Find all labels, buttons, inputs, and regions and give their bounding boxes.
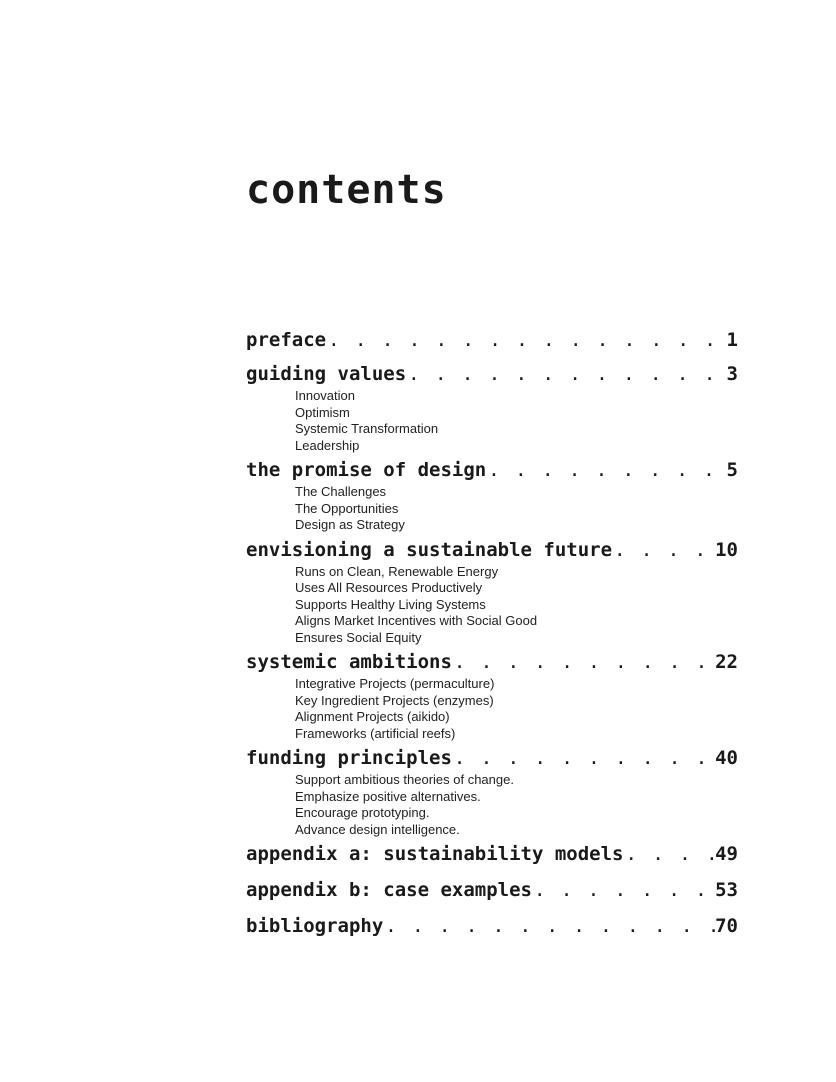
- toc-subentry[interactable]: Systemic Transformation: [295, 421, 439, 436]
- toc-entry-label: appendix b: case examples: [246, 879, 532, 901]
- toc-page-number: 53: [715, 879, 738, 901]
- toc-entry-label: appendix a: sustainability models: [246, 843, 624, 865]
- table-of-contents: [246, 328, 738, 938]
- toc-subentry[interactable]: Encourage prototyping.: [295, 805, 430, 820]
- toc-page-number: 49: [715, 843, 738, 865]
- toc-subentry[interactable]: Runs on Clean, Renewable Energy: [295, 563, 499, 579]
- toc-subentry[interactable]: Aligns Market Incentives with Social Good: [295, 613, 538, 628]
- toc-subentry[interactable]: Advance design intelligence.: [295, 821, 460, 837]
- toc-entry-label: funding principles: [246, 747, 452, 769]
- toc-entry-appendix-a[interactable]: [246, 842, 738, 866]
- toc-subentries: [246, 564, 738, 647]
- toc-entry-systemic-ambitions[interactable]: [246, 650, 738, 674]
- toc-subentries: [246, 388, 738, 454]
- toc-page-number: 70: [715, 915, 738, 937]
- dot-leader: [452, 650, 715, 674]
- toc-subentry[interactable]: Alignment Projects (aikido): [295, 709, 450, 724]
- dot-leader: [612, 538, 715, 562]
- toc-entry-label: guiding values: [246, 363, 407, 385]
- toc-entry-appendix-b[interactable]: [246, 878, 738, 902]
- toc-subentry[interactable]: Design as Strategy: [295, 517, 405, 532]
- toc-subentry[interactable]: Ensures Social Equity: [295, 629, 422, 645]
- toc-entry-label: envisioning a sustainable future: [246, 538, 613, 561]
- toc-subentry[interactable]: Support ambitious theories of change.: [295, 772, 514, 787]
- toc-entry-guiding-values[interactable]: [246, 362, 738, 386]
- toc-subentry[interactable]: The Challenges: [295, 484, 387, 499]
- toc-entry-bibliography[interactable]: [246, 914, 738, 938]
- toc-subentry[interactable]: Integrative Projects (permaculture): [295, 676, 495, 691]
- toc-subentry[interactable]: Leadership: [295, 437, 360, 453]
- toc-subentry[interactable]: Emphasize positive alternatives.: [295, 788, 481, 804]
- toc-entry-funding-principles[interactable]: [246, 746, 738, 770]
- toc-subentry[interactable]: Key Ingredient Projects (enzymes): [295, 692, 494, 708]
- dot-leader: [406, 362, 726, 386]
- toc-entry-label: preface: [246, 329, 327, 351]
- toc-page-number: 5: [726, 459, 738, 481]
- dot-leader: [624, 842, 716, 866]
- toc-page-number: 1: [726, 329, 738, 351]
- toc-entry-label: bibliography: [246, 915, 384, 937]
- toc-subentry[interactable]: Supports Healthy Living Systems: [295, 596, 486, 612]
- toc-entry-preface[interactable]: [246, 328, 738, 352]
- dot-leader: [486, 458, 726, 482]
- toc-subentries: [246, 676, 738, 742]
- toc-page-number: 40: [715, 747, 738, 769]
- dot-leader: [452, 746, 715, 770]
- toc-page-number: 10: [715, 538, 738, 561]
- toc-entry-promise-of-design[interactable]: [246, 458, 738, 482]
- toc-page-number: 3: [726, 363, 738, 385]
- page-title: contents: [246, 167, 447, 213]
- toc-entry-envisioning[interactable]: [246, 538, 738, 562]
- dot-leader: [532, 878, 715, 902]
- toc-subentry[interactable]: Uses All Resources Productively: [295, 580, 483, 595]
- dot-leader: [326, 328, 726, 352]
- toc-entry-label: the promise of design: [246, 459, 487, 481]
- dot-leader: [383, 914, 715, 938]
- toc-subentry[interactable]: Optimism: [295, 404, 350, 420]
- toc-subentries: [246, 772, 738, 838]
- toc-subentry[interactable]: The Opportunities: [295, 500, 399, 516]
- toc-page-number: 22: [715, 651, 738, 673]
- toc-subentries: [246, 484, 738, 534]
- toc-subentry[interactable]: Frameworks (artificial reefs): [295, 725, 456, 741]
- toc-subentry[interactable]: Innovation: [295, 388, 355, 403]
- toc-entry-label: systemic ambitions: [246, 651, 452, 673]
